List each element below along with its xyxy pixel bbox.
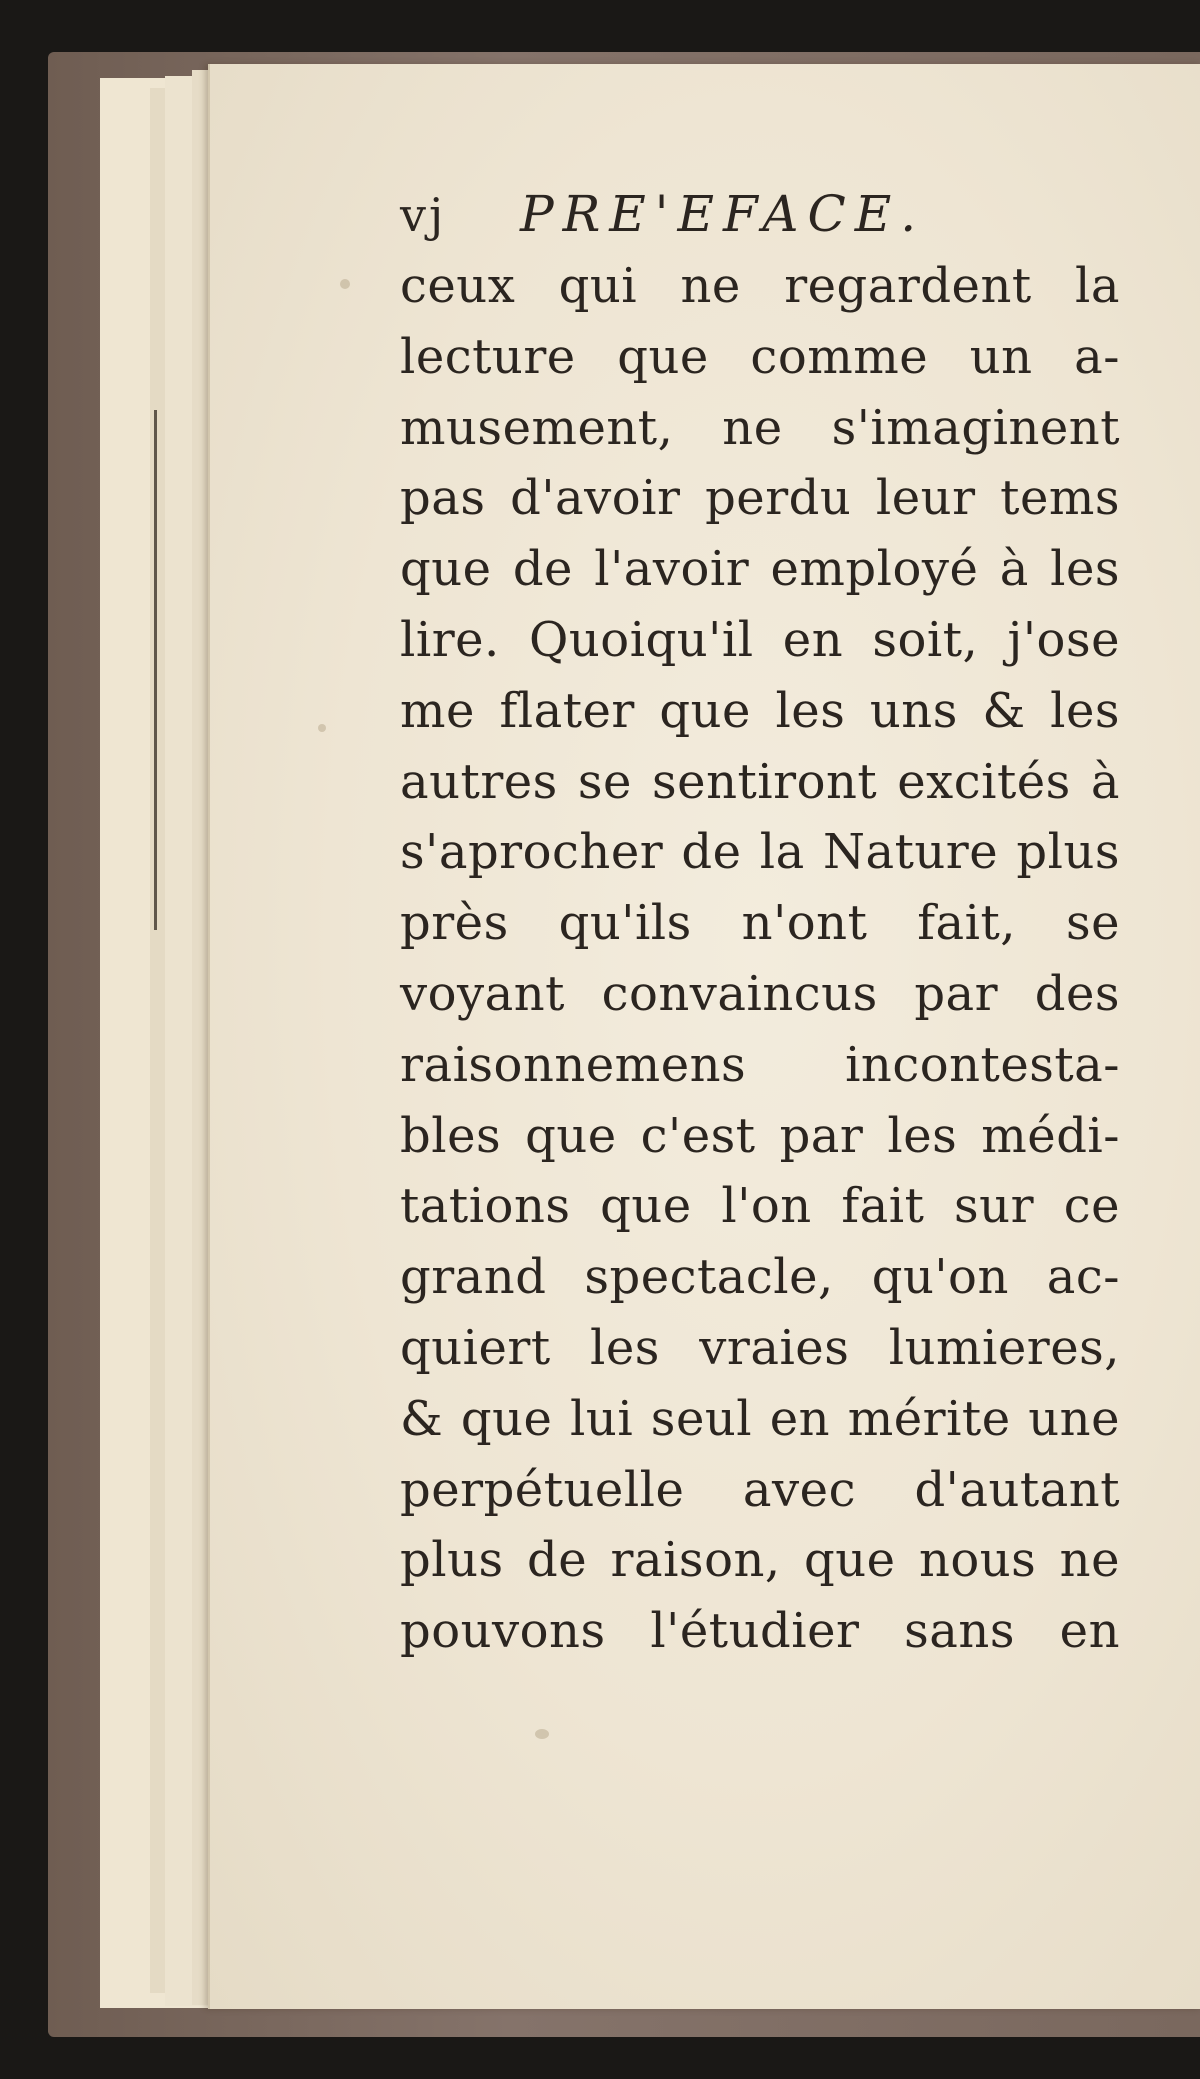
text-line: perpétuelle avec d'autant [400, 1461, 1120, 1518]
running-head: PRE'EFACE. [520, 185, 926, 243]
text-line: grand spectacle, qu'on ac- [400, 1249, 1120, 1306]
text-line: bles que c'est par les médi- [400, 1107, 1120, 1164]
text-line: près qu'ils n'ont fait, se [400, 895, 1120, 952]
paper-spot [318, 724, 326, 732]
page-number: vj [400, 188, 447, 242]
text-line: pas d'avoir perdu leur tems [400, 470, 1120, 527]
text-line: me flater que les uns & les [400, 682, 1120, 739]
text-line: autres se sentiront excités à [400, 753, 1120, 810]
paper-spot [340, 279, 350, 289]
text-line: quiert les vraies lumieres, [400, 1319, 1120, 1376]
text-line: lire. Quoiqu'il en soit, j'ose [400, 611, 1120, 668]
binding-shadow [154, 410, 157, 930]
text-line: plus de raison, que nous ne [400, 1532, 1120, 1589]
text-line: tations que l'on fait sur ce [400, 1178, 1120, 1235]
text-line: pouvons l'étudier sans en [400, 1603, 1120, 1660]
text-line: ceux qui ne regardent la [400, 258, 1120, 314]
text-line: raisonnemens incontesta- [400, 1036, 1120, 1093]
text-line: voyant convaincus par des [400, 965, 1120, 1022]
text-lines [400, 251, 1120, 1667]
paper-spot [535, 1729, 549, 1739]
text-line: musement, ne s'imaginent [400, 399, 1120, 456]
text-line: lecture que comme un a- [400, 328, 1120, 385]
page-header [400, 185, 1120, 251]
text-line: & que lui seul en mérite une [400, 1390, 1120, 1447]
page-text [400, 185, 1120, 1667]
text-line: s'aprocher de la Nature plus [400, 824, 1120, 881]
text-line: que de l'avoir employé à les [400, 541, 1120, 598]
